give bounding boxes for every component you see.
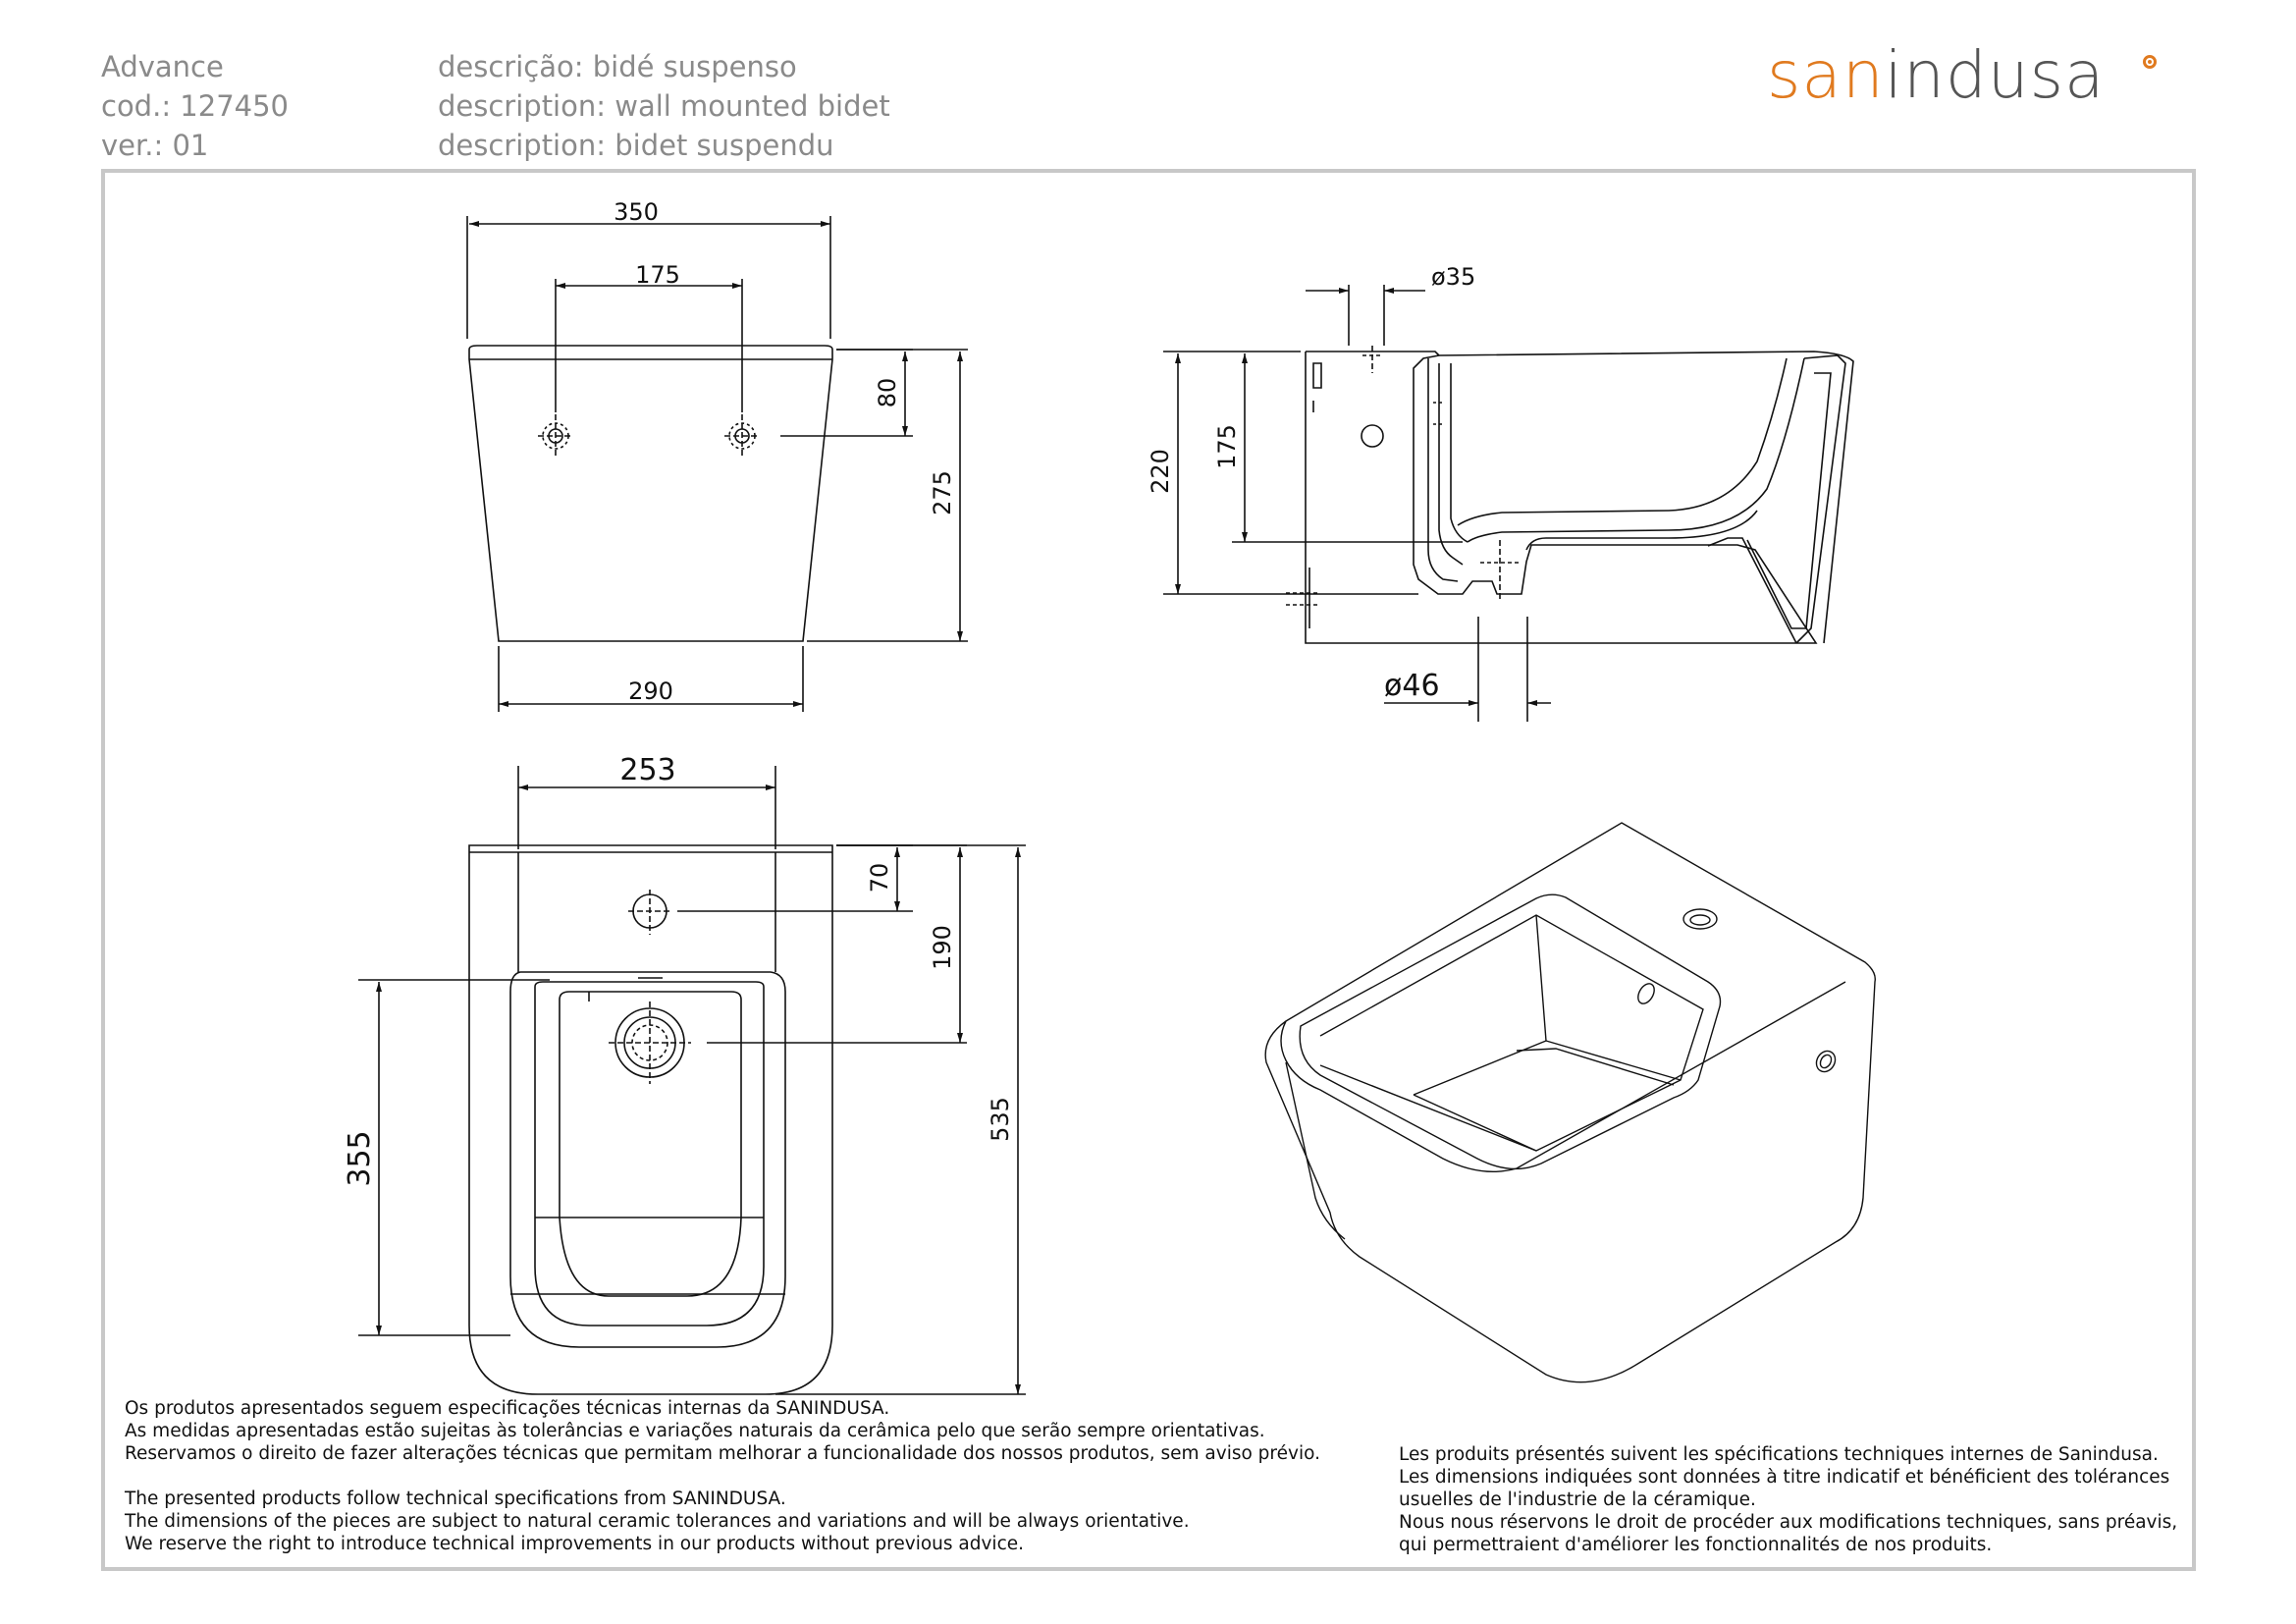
note-fr-3: usuelles de l'industrie de la céramique.: [1399, 1489, 1756, 1510]
description-fr: description: bidet suspendu: [438, 129, 834, 162]
logo-part-san: san: [1767, 37, 1885, 113]
description-en: description: wall mounted bidet: [438, 89, 890, 123]
product-name: Advance: [101, 50, 224, 83]
notes-fr: [1399, 1443, 2177, 1556]
note-en-2: The dimensions of the pieces are subject to natural ceramic tolerances and variations and will be always orientative.: [125, 1511, 1190, 1532]
product-version: ver.: 01: [101, 129, 209, 162]
notes-pt-en: [125, 1397, 1320, 1555]
description-pt: descrição: bidé suspenso: [438, 50, 797, 83]
note-fr-1: Les produits présentés suivent les spécifications techniques internes de Sanindusa.: [1399, 1444, 2159, 1465]
dim-253: 253: [619, 753, 676, 787]
note-pt-2: As medidas apresentadas estão sujeitas às tolerâncias e variações naturais da cerâmica pelo que serão sempre orientativas.: [125, 1421, 1265, 1441]
dim-350: 350: [614, 198, 659, 226]
dim-175-side: 175: [1213, 424, 1241, 469]
dim-70: 70: [866, 862, 893, 893]
note-pt-3: Reservamos o direito de fazer alterações técnicas que permitam melhorar a funcionalidade dos nossos produtos, sem aviso prévio.: [125, 1443, 1320, 1464]
dim-290: 290: [628, 677, 673, 705]
dim-275: 275: [929, 470, 956, 515]
front-view: [467, 216, 968, 712]
perspective-view: [1265, 823, 1875, 1382]
dim-o35: ø35: [1431, 263, 1476, 291]
dim-o46: ø46: [1384, 669, 1440, 703]
note-fr-2: Les dimensions indiquées sont données à titre indicatif et bénéficient des tolérances: [1399, 1467, 2170, 1488]
top-view: [358, 766, 1026, 1394]
note-en-1: The presented products follow technical specifications from SANINDUSA.: [125, 1489, 786, 1509]
note-fr-5: qui permettraient d'améliorer les fonctionnalités de nos produits.: [1399, 1535, 1993, 1555]
note-en-3: We reserve the right to introduce technical improvements in our products without previous advice.: [125, 1534, 1025, 1554]
note-pt-1: Os produtos apresentados seguem especificações técnicas internas da SANINDUSA.: [125, 1398, 890, 1419]
dim-175-holes: 175: [635, 261, 680, 289]
dim-220: 220: [1147, 449, 1174, 494]
dim-355: 355: [343, 1130, 377, 1187]
logo-part-indusa: indusa: [1884, 37, 2106, 113]
dim-535: 535: [987, 1097, 1014, 1142]
dim-80: 80: [874, 377, 901, 408]
note-fr-4: Nous nous réservons le droit de procéder aux modifications techniques, sans préavis,: [1399, 1512, 2178, 1533]
side-section-view: [1163, 285, 1853, 722]
product-code: cod.: 127450: [101, 89, 290, 123]
dim-190: 190: [929, 925, 956, 970]
